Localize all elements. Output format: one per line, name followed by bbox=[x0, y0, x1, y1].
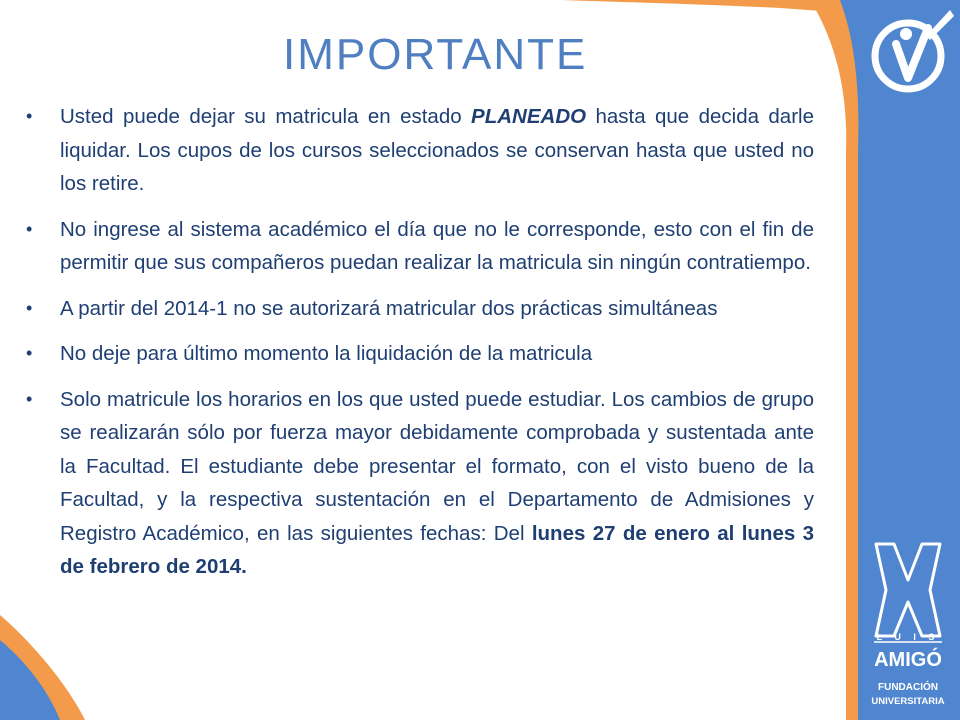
bullet-text: Usted puede dejar su matricula en estado bbox=[60, 105, 472, 128]
university-emblem-icon bbox=[866, 6, 956, 98]
bullet-item bbox=[26, 292, 814, 326]
bullet-dot: • bbox=[26, 218, 33, 239]
bullet-dot: • bbox=[26, 343, 33, 363]
logo-name-main: AMIGÓ bbox=[874, 649, 942, 671]
logo-line-1: FUNDACIÓN bbox=[878, 682, 938, 693]
bullet-dot: • bbox=[26, 106, 33, 126]
bullet-dot: • bbox=[26, 297, 33, 318]
bullet-text: hasta que decida darle liquidar. Los cupos de los cursos seleccionados se conservan hasta que usted no los retire. bbox=[60, 105, 814, 195]
bullet-text: No deje para último momento la liquidación de la matricula bbox=[60, 342, 593, 365]
bullet-text: Solo matricule los horarios en los que usted puede estudiar. Los cambios de grupo se realizarán sólo por fuerza mayor debidamente comprobada y sustentada ante la Facultad. El estudiante debe presentar el formato, con el visto bueno de la Facultad, y la respectiva sustentación en el Departamento de Admisiones y Registro Académico, en las siguientes fechas: Del bbox=[60, 387, 814, 545]
bullet-dot: • bbox=[26, 388, 33, 409]
logo-line-2: UNIVERSITARIA bbox=[871, 696, 945, 707]
bullet-text: No ingrese al sistema académico el día que no le corresponde, esto con el fin de permitir que sus compañeros puedan realizar la matricula sin ningún contratiempo. bbox=[60, 217, 814, 274]
bullet-item bbox=[26, 213, 814, 280]
bullet-item bbox=[26, 100, 814, 201]
bullet-item bbox=[26, 383, 814, 584]
fundacion-logo bbox=[868, 540, 948, 715]
logo-name-letters: L U I S bbox=[876, 632, 940, 642]
bullet-text: A partir del 2014-1 no se autorizará matricular dos prácticas simultáneas bbox=[60, 296, 718, 320]
slide-title: IMPORTANTE bbox=[283, 30, 588, 79]
bullet-item bbox=[26, 337, 814, 371]
planned-state-emphasis: PLANEADO bbox=[471, 105, 587, 128]
logo-shield-icon bbox=[876, 544, 940, 636]
dates-emphasis: lunes 27 de enero al lunes 3 de febrero de 2014. bbox=[60, 521, 814, 578]
bullet-list bbox=[26, 100, 814, 596]
right-orange-curve bbox=[810, 0, 858, 720]
